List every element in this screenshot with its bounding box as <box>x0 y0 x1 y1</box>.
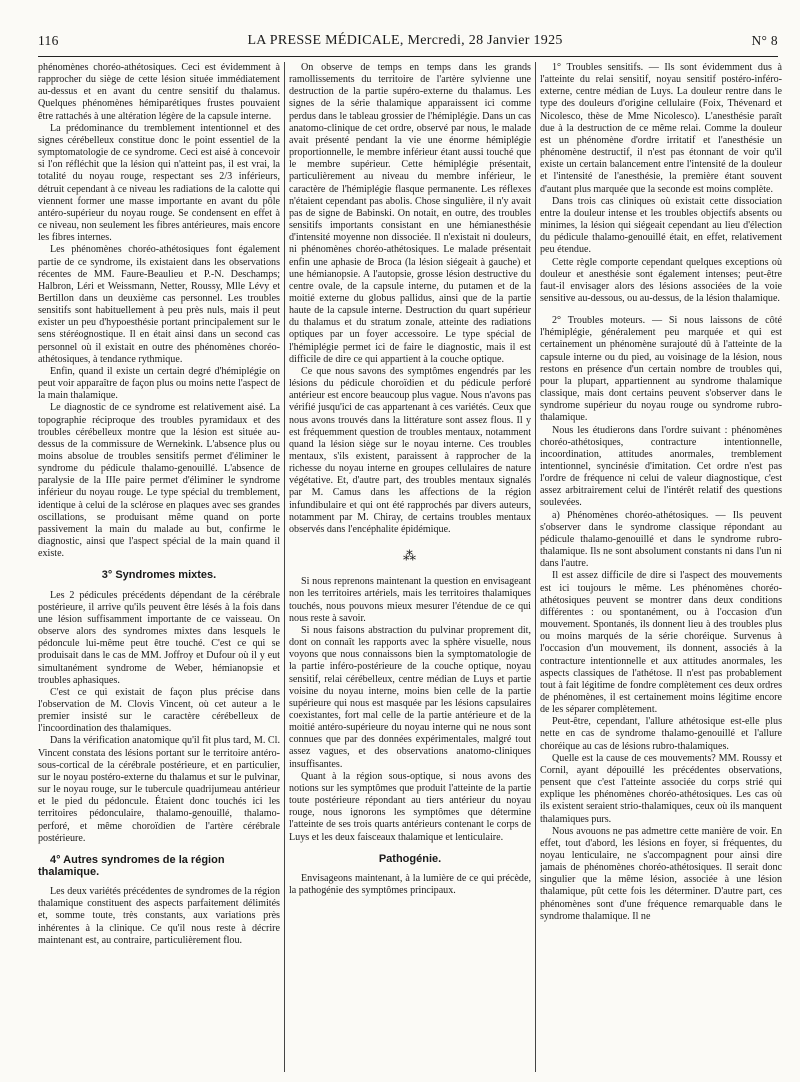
paragraph: Dans trois cas cliniques où existait cette dissociation entre la douleur intense et les troubles objectifs absents ou minimes, la lésion qui siégeait cependant au lieu d'élection du pédicule thalamo-genouillé était, en effet, relativement peu étendue. <box>540 195 782 256</box>
paragraph: 2° Troubles moteurs. — Si nous laissons de côté l'hémiplégie, généralement peu marquée et qui est certainement un phénomène surajouté dû à l'atteinte de la capsule interne ou du pied, au voisinage de la lésion, nous restons en présence d'un certain nombre de troubles qui, pour la plupart, appartiennent au syndrome thalamique classique, mais dont certains peuvent s'observer dans le syndrome supérieur du noyau rouge ou syndrome rubro-thalamique. <box>540 315 782 424</box>
paragraph: Les 2 pédicules précédents dépendant de la cérébrale postérieure, il arrive qu'ils peuvent être lésés à la fois dans une lésion suffisamment importante de ce vaisseau. On observe alors des syndromes mixtes dans lesquels le pédoncule lui-même peut être touché. C'est ce qui se produisait dans le cas de MM. Joffroy et Dufour où il y eut simultanément syndrome de Weber, hémianopsie et troubles aphasiques. <box>38 589 280 686</box>
section-heading: Pathogénie. <box>378 852 442 865</box>
page-number: 116 <box>38 33 59 48</box>
paragraph: La prédominance du tremblement intentionnel et des signes cérébelleux constitue donc le point essentiel de la symptomatologie de ce syndrome. Ceci est aisé à concevoir si l'on réfléchit que la lésion qui n'atteint pas, il est vrai, la totalité du noyau rouge, respectant ses 2/3 inférieurs, détruit cependant à ce niveau les radiations de la calotte qui viennent former une masse importante en avant du pôle antéro-supérieur du noyau rouge. Se condensent en effet à ce niveau, non seulement les fibres antérieures, mais encore les fibres internes. <box>38 122 280 244</box>
header-rule <box>38 56 778 57</box>
article-body <box>38 62 780 1076</box>
column-2 <box>289 62 531 1076</box>
paragraph: Il est assez difficile de dire si l'aspect des mouvements est ici toujours le même. Les phénomènes choréo-athétosiques peuvent se montrer dans deux conditions différentes : ou spontanément, ou à l'occasion d'un mouvement. Spontanés, ils donnent lieu à des troubles plus ou moins marqués de la série choréique. Survenus à l'occasion d'un mouvement, ils donnent, associés à la contracture intentionnelle et aux attitudes anormales, les aspects classiques de l'athétose. Il n'est pas probablement tout à fait légitime de fondre complètement ces deux ordres de phénomènes, il est certainement moins légitime encore de les séparer complètement. <box>540 570 782 716</box>
paragraph: Quelle est la cause de ces mouvements? MM. Roussy et Cornil, ayant dépouillé les précédentes observations, pensent que c'est l'atteinte associée du corps strié qui explique les phénomènes choréo-athétosiques. Les cas où ils existent seraient strio-thalamiques, ceux où ils manquent thalamiques purs. <box>540 752 782 825</box>
asterism-separator: ⁂ <box>403 548 417 564</box>
issue-number: N° 8 <box>751 33 778 48</box>
paragraph: Envisageons maintenant, à la lumière de ce qui précède, la pathogénie des symptômes principaux. <box>289 872 531 896</box>
paragraph: Le diagnostic de ce syndrome est relativement aisé. La topographie réciproque des troubles pyramidaux et des troubles cérébelleux montre que la lésion est située au-dessus de la commissure de Wernekink. L'absence plus ou moins absolue de troubles sensitifs permet d'éliminer le syndrome du pédicule thalamo-genouillé. L'absence de paralysie de la IIIe paire permet d'éliminer le syndrome inférieur du noyau rouge. Le type spécial du tremblement, identique à celui de la sclérose en plaques avec ses grandes oscillations, se produisant même quand on porte passivement la main du malade au but, confirme le diagnostic, ainsi que l'aspect spécial de la main quand il existe. <box>38 402 280 560</box>
paragraph: Les phénomènes choréo-athétosiques font également partie de ce syndrome, ils existaient dans les observations récentes de MM. Faure-Beaulieu et P.-N. Deschamps; Halbron, Léri et Weissmann, Netter, Roussy, Mlle Lévy et Bertillon dans un deuxième cas personnel. Les troubles sensitifs sont habituellement à peu près nuls, mais il peut exister un peu d'hypoesthésie portant principalement sur le sens stéréognostique. Il en était ainsi dans un second cas personnel où il existait en outre des phénomènes choréo-athétosiques, à tendance rythmique. <box>38 244 280 365</box>
paragraph: Cette règle comporte cependant quelques exceptions où douleur et anesthésie sont également intenses; peut-être faut-il envisager alors des lésions associées de la voie sensitive au-dessous, ou au-dessus, de la lésion thalamique. <box>540 256 782 304</box>
page-header <box>38 30 778 52</box>
column-3 <box>540 62 782 1076</box>
paragraph: a) Phénomènes choréo-athétosiques. — Ils peuvent s'observer dans le syndrome classique répondant au pédicule thalamo-genouillé et dans le syndrome rubro-thalamique. Ils ne sont absolument constants ni dans l'un ni dans l'autre. <box>540 509 782 570</box>
section-heading: 4° Autres syndromes de la région thalamique. <box>38 853 225 878</box>
paragraph: Nous les étudierons dans l'ordre suivant : phénomènes choréo-athétosiques, contracture intentionnelle, incoordination, attitudes anormales, tremblement intentionnel, syncinésie d'imitation. Cet ordre n'est pas l'ordre de fréquence ni celui de valeur diagnostique, c'est assez arbitrairement celui de l'intérêt relatif des questions soulevées. <box>540 424 782 509</box>
paragraph: Dans la vérification anatomique qu'il fit plus tard, M. Cl. Vincent constata des lésions portant sur le territoire antéro-sous-cortical de la cérébrale postérieure, et en particulier, sur le noyau postéro-externe du thalamus et sur le pulvinar, sur le noyau rouge, sur le tubercule quadrijumeau antérieur et le pied du pédoncule. Étaient donc touchés ici les territoires pédonculaire, thalamo-genouillé, thalamo-perforé, et même choroïdien de l'artère cérébrale postérieure. <box>38 735 280 844</box>
paragraph: Quant à la région sous-optique, si nous avons des notions sur les symptômes que produit l'atteinte de la partie toute postérieure répondant au tiers antérieur du noyau rouge, nous ignorons les symptômes que détermine l'atteinte de ses trois quarts antérieurs contenant le corps de Luys et les deux faisceaux thalamique et lenticulaire. <box>289 770 531 843</box>
paragraph: phénomènes choréo-athétosiques. Ceci est évidemment à rapprocher du siège de cette lésion située immédiatement au-dessus et en avant du centre sensitif du thalamus. Quelques phénomènes hémiparétiques frustes pouvaient être rattachés à une altération légère de la capsule interne. <box>38 62 280 122</box>
paragraph: Nous avouons ne pas admettre cette manière de voir. En effet, tout d'abord, les lésions en foyer, si fréquentes, du noyau lenticulaire, ne s'accompagnent pour ainsi dire jamais de phénomènes choréo-athétosiques. Il serait donc singulier que la même lésion, associée à une lésion thalamique, pût cette fois les déterminer. D'autre part, ces phénomènes sont d'une fréquence remarquable dans le syndrome thalamique. Il ne <box>540 825 782 922</box>
journal-title: LA PRESSE MÉDICALE, Mercredi, 28 Janvier 1925 <box>247 33 563 48</box>
paragraph: Ce que nous savons des symptômes engendrés par les lésions du pédicule choroïdien et du pédicule perforé antérieur est encore beaucoup plus vague. Nous n'avons pas vérifié jusqu'ici de cas appartenant à ces variétés. Ceux que nous avons trouvés dans la littérature sont assez flous. Il y est fréquemment question de troubles mentaux, notamment quand la lésion siège sur le noyau interne. Ces troubles mentaux, s'ils existent, paraissent à rapprocher de la richesse du noyau interne en groupes cellulaires de nature végétative. Et, d'autre part, des troubles mentaux signalés par M. Camus dans les affections de la région infundibulaire et qui ont été rapprochés par divers auteurs, notamment par M. Chiray, de certains troubles mentaux observés dans l'encéphalite épidémique. <box>289 365 531 535</box>
paragraph: Peut-être, cependant, l'allure athétosique est-elle plus nette en cas de syndrome thalamo-genouillé et l'allure choréique au cas de lésions rubro-thalamiques. <box>540 716 782 752</box>
paragraph: On observe de temps en temps dans les grands ramollissements du territoire de l'artère sylvienne une destruction de la partie supéro-externe du thalamus. Les signes de la série thalamique apparaissent ici comme perdus dans le tableau grossier de l'hémiplégie. Dans un cas anatomo-clinique de cet ordre, observé par nous, le malade avait présenté pendant la vie une énorme hémiplégie proportionnelle, le membre inférieur étant aussi touché que le membre supérieur. Cette hémiplégie présentait, particulièrement au niveau du membre inférieur, le caractère de l'hémiplégie flasque permanente. Les réflexes n'étaient cependant pas abolis. Chose singulière, il n'y avait pas de signe de Babinski. On notait, en outre, des troubles sensitifs importants consistant en une hémianesthésie d'intensité moyenne non dissociée. Il n'existait ni douleurs, ni phénomènes choréo-athétosiques. Le malade présentait enfin une aphasie de Broca (la lésion siégeait à gauche) et une hémianopsie. A l'autopsie, grosse lésion destructive du centre ovale, de la capsule interne, du putamen et de la moitié externe du globus pallidus, ainsi que de la partie haute de la capsule interne. Destruction du quart supérieur du thalamus et du stratum zonale, atteinte des radiations optiques par un foyer accessoire. Le type spécial de l'hémiplégie permet ici de faire le diagnostic, mais il est difficile de dire ce qui appartient à la couche optique. <box>289 62 531 365</box>
paragraph: Enfin, quand il existe un certain degré d'hémiplégie on peut voir apparaître de façon plus ou moins nette l'aspect de la main thalamique. <box>38 365 280 402</box>
paragraph: C'est ce qui existait de façon plus précise dans l'observation de M. Clovis Vincent, où cet auteur a le premier insisté sur le caractère cérébelleux de l'incoordination des thalamiques. <box>38 686 280 735</box>
paragraph: Les deux variétés précédentes de syndromes de la région thalamique constituent des aspects parfaitement délimités et, somme toute, très constants, aux variations près inhérentes à la clinique. Ce qu'il nous reste à décrire maintenant est, au contraire, particulièrement flou. <box>38 886 280 946</box>
paragraph: Si nous reprenons maintenant la question en envisageant non les territoires artériels, mais les territoires thalamiques touchés, nous pouvons mieux mesurer l'étendue de ce qui nous reste à savoir. <box>289 576 531 624</box>
section-heading: 3° Syndromes mixtes. <box>101 569 217 582</box>
paragraph: Si nous faisons abstraction du pulvinar proprement dit, dont on connaît les rapports avec la sphère visuelle, nous voyons que nous connaissons bien la symptomatologie de la partie inféro-postérieure de la couche optique, noyau sensitif, relai cérébelleux, centre médian de Luys et partie voisine du noyau interne, moins bien celle de la partie supérieure qui nous est masquée par les lésions capsulaires coexistantes, fort mal celle de la partie antérieure et de la moitié antéro-supérieure du noyau interne qui ne nous sont connues que par des données expérimentales, malgré tout assez vagues, et des observations anatomo-cliniques insuffisantes. <box>289 624 531 770</box>
column-1 <box>38 62 280 1076</box>
paragraph: 1° Troubles sensitifs. — Ils sont évidemment dus à l'atteinte du relai sensitif, noyau sensitif postéro-inféro-externe, centre médian de Luys. La douleur rentre dans le type des douleurs d'origine cellulaire (Foix, Thévenard et Nicolesco, thèse de Mme Nicolesco). L'anesthésie paraît due à la destruction de ce même relai. Comme la douleur est un phénomène d'ordre irritatif et l'anesthésie un phénomène destructif, il n'est pas étonnant de voir qu'il existe un certain balancement entre l'intensité de la douleur et l'intensité de l'anesthésie, la première étant souvent d'autant plus marquée que la seconde est moins complète. <box>540 62 782 195</box>
